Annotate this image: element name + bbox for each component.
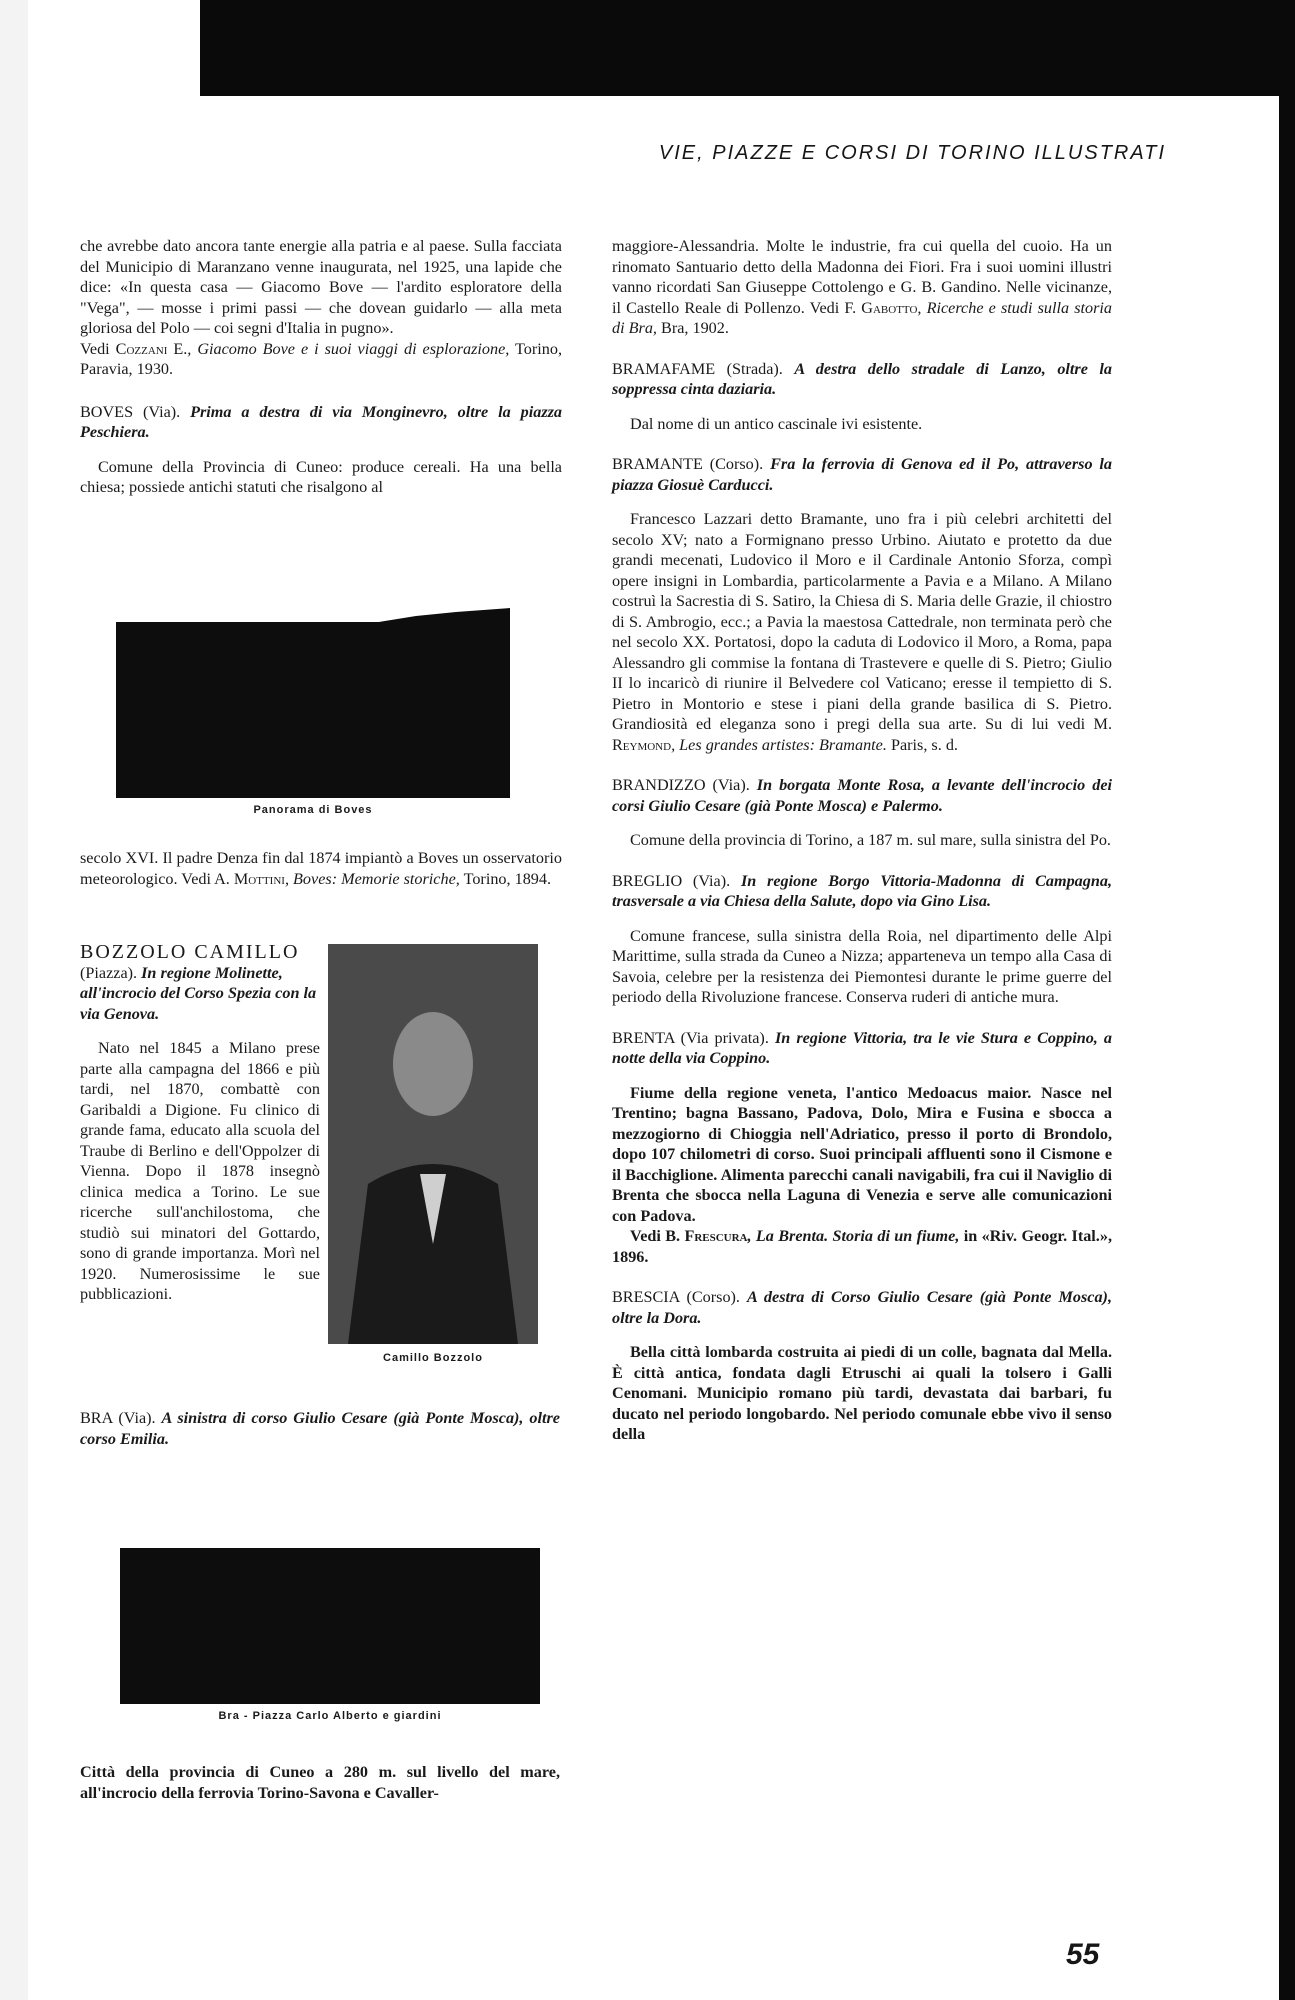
town-silhouette xyxy=(120,1462,540,1704)
bra-description: Città della provincia di Cuneo a 280 m. sul livello del mare, all'incrocio della ferrovia Torino-Savona e Cavaller- xyxy=(80,1763,560,1802)
right-column xyxy=(612,236,1112,1459)
bove-intro-paragraph: che avrebbe dato ancora tante energie alla patria e al paese. Sulla facciata del Municipio di Maranzano venne inaugurata, nel 1925, una lapide che dice: «In questa casa — Giacomo Bove — l'ardito esploratore della "Vega", — mosse i primi passi — che dovean guidarlo — alla meta gloriosa del Polo — coi segni d'Italia in pugno». Vedi Cozzani E., Giacomo Bove e i suoi viaggi di esplorazione, Torino, Paravia, 1930. xyxy=(80,237,562,378)
scan-right-edge xyxy=(1279,0,1295,2000)
bramante-entry-heading: BRAMANTE (Corso). Fra la ferrovia di Genova ed il Po, attraverso la piazza Giosuè Carducci. xyxy=(612,455,1113,494)
breglio-description: Comune francese, sulla sinistra della Roia, nel dipartimento delle Alpi Marittime, sulla strada da Cuneo a Nizza; apparteneva un tempo alla Casa di Savoia, celebre per la resistenza dei Piemontesi durante le prime guerre del periodo della Rivoluzione francese. Conserva ruderi di antiche mura. xyxy=(612,926,1112,1006)
bramafame-description: Dal nome di un antico cascinale ivi esistente. xyxy=(630,414,923,433)
left-margin xyxy=(0,0,28,2000)
bozzolo-entry-heading: BOZZOLO CAMILLO xyxy=(80,941,300,963)
page-number: 55 xyxy=(1066,1938,1100,1971)
boves-entry-heading: BOVES (Via). Prima a destra di via Monginevro, oltre la piazza Peschiera. xyxy=(80,402,563,441)
boves-continuation: secolo XVI. Il padre Denza fin dal 1874 impiantò a Boves un osservatorio meteorologico. Vedi A. Mottini, Boves: Memorie storiche, Torino, 1894. xyxy=(80,849,562,888)
bra-continuation: maggiore-Alessandria. Molte le industrie, fra cui quella del cuoio. Ha un rinomato Santuario detto della Madonna dei Fiori. Fra i suoi uomini illustri vanno ricordati San Giuseppe Cottolengo e G. B. Gandino. Nelle vicinanze, il Castello Reale di Pollenzo. Vedi F. Gabotto, Ricerche e studi sulla storia di Bra, Bra, 1902. xyxy=(612,237,1112,337)
bozzolo-portrait-photo xyxy=(328,944,538,1344)
scan-dark-edge xyxy=(200,0,1295,96)
left-column xyxy=(80,236,562,512)
bra-piazza-photo xyxy=(120,1462,540,1704)
bozzolo-location: (Piazza). In regione Molinette, all'incrocio del Corso Spezia con la via Genova. xyxy=(80,963,317,1023)
boves-panorama-photo xyxy=(116,558,510,798)
bra-entry-heading: BRA (Via). A sinistra di corso Giulio Cesare (già Ponte Mosca), oltre corso Emilia. xyxy=(80,1409,560,1448)
brandizzo-description: Comune della provincia di Torino, a 187 m. sul mare, sulla sinistra del Po. xyxy=(630,831,1111,849)
brandizzo-entry-heading: BRANDIZZO (Via). In borgata Monte Rosa, a levante dell'incrocio dei corsi Giulio Cesare (già Ponte Mosca) e Palermo. xyxy=(612,776,1113,815)
boves-description: Comune della Provincia di Cuneo: produce cereali. Ha una bella chiesa; possiede antichi statuti che risalgono al xyxy=(80,457,562,496)
bozzolo-photo-caption: Camillo Bozzolo xyxy=(383,1352,483,1364)
bozzolo-description: Nato nel 1845 a Milano prese parte alla campagna del 1866 e più tardi, nel 1870, combattè con Garibaldi a Digione. Fu clinico di grande fama, educato alla scuola del Traube di Berlino e dell'Oppolzer di Vienna. Dopo il 1878 insegnò clinica medica a Torino. Le sue ricerche sull'anchilostoma, che studiò sui minatori del Gottardo, sono di grande importanza. Morì nel 1920. Numerosissime le sue pubblicazioni. xyxy=(80,1039,320,1303)
bramante-description: Francesco Lazzari detto Bramante, uno fra i più celebri architetti del secolo XV; nato a Formignano presso Urbino. Aiutato e protetto da due grandi mecenati, Ludovico il Moro e il Cardinale Antonio Sforza, compì opere insigni in Lombardia, particolarmente a Pavia e a Milano. A Milano costruì la Sacrestia di S. Satiro, la Chiesa di S. Maria delle Grazie, il chiostro di S. Ambrogio, ecc.; a Pavia la maestosa Cattedrale, non terminata però che nel secolo XX. Portatosi, dopo la caduta di Lodovico il Moro, a Roma, papa Alessandro gli commise la fontana di Trastevere e quelle di S. Pietro; Giulio II lo incaricò di riunire il Belvedere col Vaticano; eresse il tempietto di S. Pietro in Montorio e stese i piani della grande basilica di S. Pietro. Grandiosità ed eleganza sono i pregi della sua arte. Su di lui vedi M. Reymond, Les grandes artistes: Bramante. Paris, s. d. xyxy=(612,510,1112,754)
brenta-description: Fiume della regione veneta, l'antico Medoacus maior. Nasce nel Trentino; bagna Bassano, Padova, Dolo, Mira e Fusina e sbocca a mezzogiorno di Chioggia nell'Adriatico, presso il porto di Brondolo, dopo 107 chilometri di corso. Suoi principali affluenti sono il Cismone e il Bacchiglione. Alimenta parecchi canali navigabili, fra cui il Naviglio di Brenta che sbocca nella Laguna di Venezia e serve alle comunicazioni con Padova. Vedi B. Frescura, La Brenta. Storia di un fiume, in «Riv. Geogr. Ital.», 1896. xyxy=(612,1083,1112,1266)
mountain-silhouette xyxy=(116,558,510,798)
boves-photo-caption: Panorama di Boves xyxy=(253,804,373,816)
bozzolo-entry xyxy=(80,942,320,1305)
brescia-entry-heading: BRESCIA (Corso). A destra di Corso Giulio Cesare (già Ponte Mosca), oltre la Dora. xyxy=(612,1288,1112,1327)
bra-photo-caption: Bra - Piazza Carlo Alberto e giardini xyxy=(218,1710,442,1722)
portrait-figure xyxy=(328,944,538,1344)
running-header: VIE, PIAZZE E CORSI DI TORINO ILLUSTRATI xyxy=(658,142,1166,164)
brescia-description: Bella città lombarda costruita ai piedi di un colle, bagnata dal Mella. È città antica, fondata dagli Etruschi ai quali la tolsero i Galli Cenomani. Municipio romano più tardi, devastata dai barbari, fu ducato nel periodo longobardo. Nel periodo comunale ebbe vivo il senso della xyxy=(612,1343,1112,1443)
bramafame-entry-heading: BRAMAFAME (Strada). A destra dello stradale di Lanzo, oltre la soppressa cinta daziaria. xyxy=(612,359,1112,398)
brenta-entry-heading: BRENTA (Via privata). In regione Vittoria, tra le vie Stura e Coppino, a notte della via Coppino. xyxy=(612,1028,1113,1067)
breglio-entry-heading: BREGLIO (Via). In regione Borgo Vittoria-Madonna di Campagna, trasversale a via Chiesa della Salute, dopo via Gino Lisa. xyxy=(612,871,1112,910)
